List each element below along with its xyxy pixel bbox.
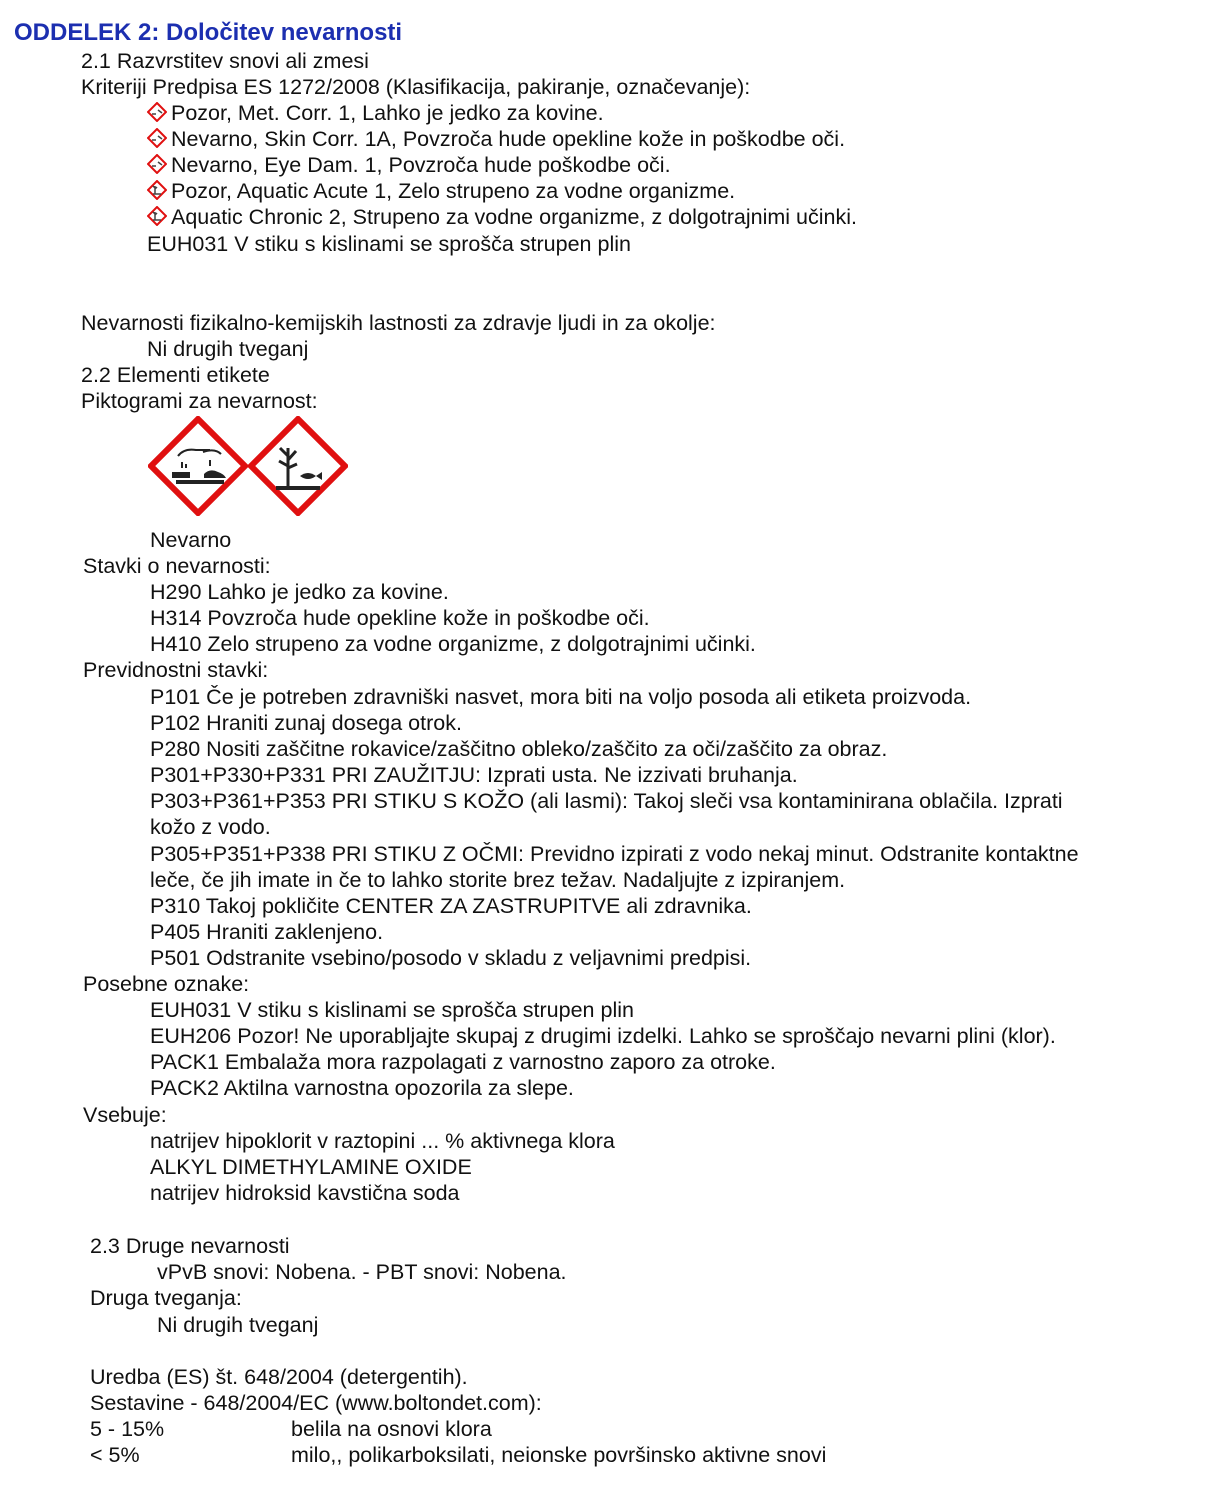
precautionary-statement: P405 Hraniti zaklenjeno.: [150, 920, 384, 944]
pictograms-label: Piktogrami za nevarnost:: [81, 389, 318, 413]
special-label: Posebne oznake:: [83, 972, 250, 996]
ingredient-range: < 5%: [90, 1443, 140, 1467]
hazard-statement: H290 Lahko je jedko za kovine.: [150, 580, 449, 604]
hazard-statements-label: Stavki o nevarnosti:: [83, 554, 271, 578]
corrosion-hazard-icon: [147, 102, 167, 122]
classification-item: [147, 204, 857, 230]
classification-item: [147, 126, 845, 152]
corrosion-hazard-icon: [147, 128, 167, 148]
hazard-statement: H410 Zelo strupeno za vodne organizme, z dolgotrajnimi učinki.: [150, 632, 756, 656]
physchem-label: Nevarnosti fizikalno-kemijskih lastnosti za zdravje ljudi in za okolje:: [81, 311, 716, 335]
ingredient-description: milo,, polikarboksilati, neionske površinsko aktivne snovi: [291, 1443, 827, 1467]
special-statement: PACK1 Embalaža mora razpolagati z varnostno zaporo za otroke.: [150, 1050, 776, 1074]
precautionary-statement-cont: kožo z vodo.: [150, 815, 271, 839]
contains-label: Vsebuje:: [83, 1103, 167, 1127]
precautionary-statement: P501 Odstranite vsebino/posodo v skladu z veljavnimi predpisi.: [150, 946, 752, 970]
other-risks-value: Ni drugih tveganj: [157, 1313, 319, 1337]
ingredients-line: Sestavine - 648/2004/EC (www.boltondet.com):: [90, 1391, 542, 1415]
euh-line: EUH031 V stiku s kislinami se sprošča strupen plin: [147, 232, 631, 256]
section-title: ODDELEK 2: Določitev nevarnosti: [14, 19, 403, 46]
precautionary-statement: P102 Hraniti zunaj dosega otrok.: [150, 711, 462, 735]
precautionary-statement: P305+P351+P338 PRI STIKU Z OČMI: Previdno izpirati z vodo nekaj minut. Odstranite kontaktne: [150, 842, 1079, 866]
environment-hazard-icon: [147, 180, 167, 200]
classification-text: Aquatic Chronic 2, Strupeno za vodne organizme, z dolgotrajnimi učinki.: [171, 205, 857, 229]
heading-2-2: 2.2 Elementi etikete: [81, 363, 270, 387]
precautionary-statement: P301+P330+P331 PRI ZAUŽITJU: Izprati usta. Ne izzivati bruhanja.: [150, 763, 798, 787]
other-risks-label: Druga tveganja:: [90, 1286, 242, 1310]
physchem-value: Ni drugih tveganj: [147, 337, 309, 361]
corrosion-pictogram: [148, 416, 248, 516]
precautionary-statement: P310 Takoj pokličite CENTER ZA ZASTRUPITVE ali zdravnika.: [150, 894, 752, 918]
classification-item: [147, 152, 671, 178]
special-statement: EUH031 V stiku s kislinami se sprošča strupen plin: [150, 998, 634, 1022]
classification-text: Pozor, Met. Corr. 1, Lahko je jedko za kovine.: [171, 101, 604, 125]
ingredient: natrijev hipoklorit v raztopini ... % aktivnega klora: [150, 1129, 615, 1153]
classification-item: [147, 178, 735, 204]
criteria-text: Kriteriji Predpisa ES 1272/2008 (Klasifikacija, pakiranje, označevanje):: [81, 75, 751, 99]
special-statement: PACK2 Aktilna varnostna opozorila za slepe.: [150, 1076, 574, 1100]
vpvb-text: vPvB snovi: Nobena. - PBT snovi: Nobena.: [157, 1260, 567, 1284]
classification-text: Nevarno, Skin Corr. 1A, Povzroča hude opekline kože in poškodbe oči.: [171, 127, 846, 151]
heading-2-1: 2.1 Razvrstitev snovi ali zmesi: [81, 49, 369, 73]
signal-word: Nevarno: [150, 528, 232, 552]
ingredient-description: belila na osnovi klora: [291, 1417, 492, 1441]
ingredient: natrijev hidroksid kavstična soda: [150, 1181, 460, 1205]
classification-text: Pozor, Aquatic Acute 1, Zelo strupeno za vodne organizme.: [171, 179, 736, 203]
precautionary-statement-cont: leče, če jih imate in če to lahko storite brez težav. Nadaljujte z izpiranjem.: [150, 868, 846, 892]
environment-pictogram: [248, 416, 348, 516]
classification-item: [147, 100, 604, 126]
precautionary-statement: P280 Nositi zaščitne rokavice/zaščitno obleko/zaščito za oči/zaščito za obraz.: [150, 737, 888, 761]
heading-2-3: 2.3 Druge nevarnosti: [90, 1234, 290, 1258]
hazard-statement: H314 Povzroča hude opekline kože in poškodbe oči.: [150, 606, 650, 630]
corrosion-hazard-icon: [147, 154, 167, 174]
ingredient-range: 5 - 15%: [90, 1417, 165, 1441]
precautionary-label: Previdnostni stavki:: [83, 658, 269, 682]
regulation-line: Uredba (ES) št. 648/2004 (detergentih).: [90, 1365, 468, 1389]
precautionary-statement: P303+P361+P353 PRI STIKU S KOŽO (ali lasmi): Takoj sleči vsa kontaminirana oblačila. Izprati: [150, 789, 1063, 813]
ingredient: ALKYL DIMETHYLAMINE OXIDE: [150, 1155, 472, 1179]
precautionary-statement: P101 Če je potreben zdravniški nasvet, mora biti na voljo posoda ali etiketa proizvoda.: [150, 685, 972, 709]
classification-text: Nevarno, Eye Dam. 1, Povzroča hude poškodbe oči.: [171, 153, 671, 177]
special-statement: EUH206 Pozor! Ne uporabljajte skupaj z drugimi izdelki. Lahko se sproščajo nevarni plini (klor).: [150, 1024, 1056, 1048]
environment-hazard-icon: [147, 206, 167, 226]
